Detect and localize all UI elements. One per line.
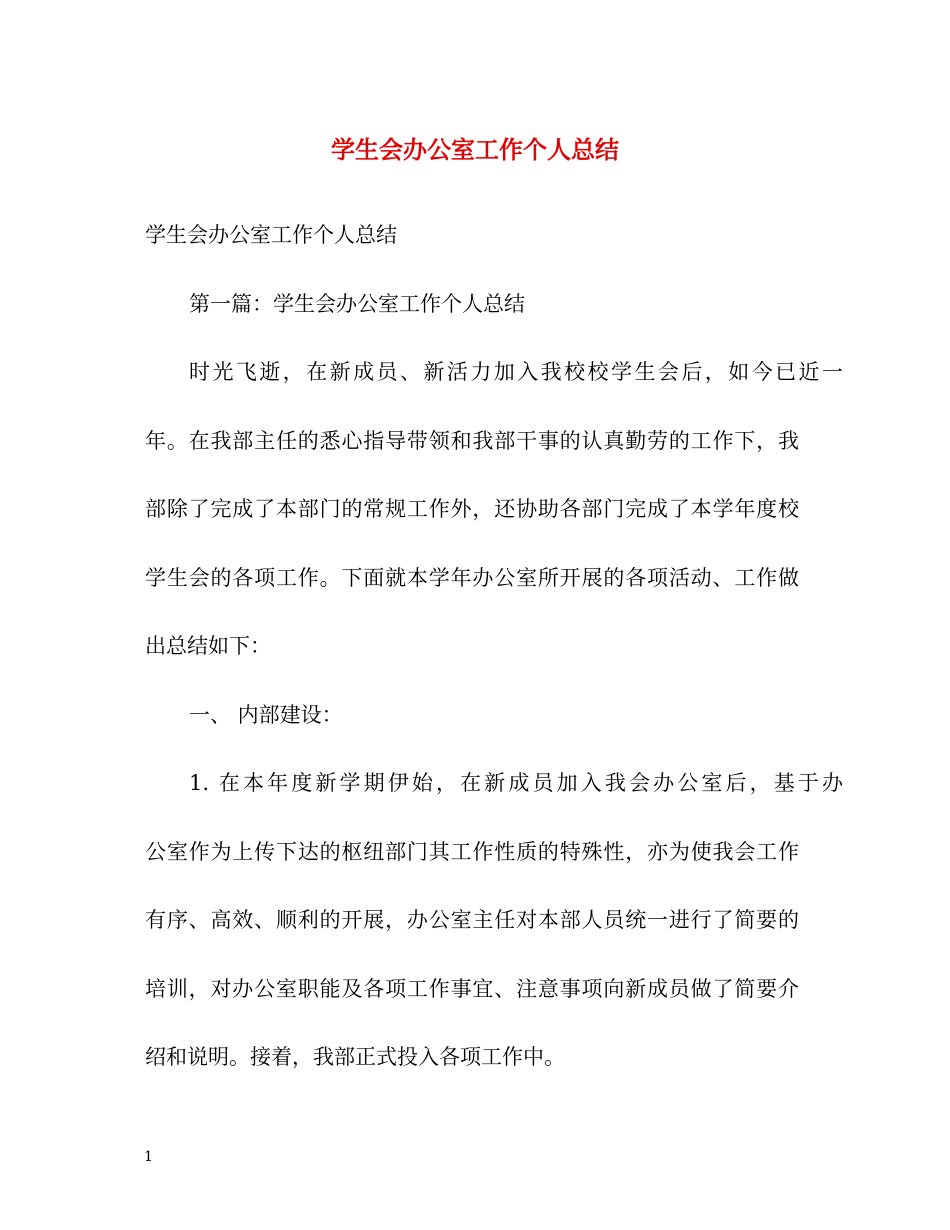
section-heading: 第一篇：学生会办公室工作个人总结 <box>189 291 525 316</box>
paragraph-line: 时光飞逝，在新成员、新活力加入我校校学生会后，如今已近一 <box>189 360 843 384</box>
paragraph-line: 年。在我部主任的悉心指导带领和我部干事的认真勤劳的工作下，我 <box>145 428 799 453</box>
paragraph-line: 学生会的各项工作。下面就本学年办公室所开展的各项活动、工作做 <box>145 565 799 590</box>
paragraph-line: 部除了完成了本部门的常规工作外，还协助各部门完成了本学年度校 <box>145 497 799 521</box>
page-number: 1 <box>144 1149 153 1165</box>
document-title: 学生会办公室工作个人总结 <box>331 135 619 164</box>
document-body <box>145 213 843 1104</box>
paragraph-line: 公室作为上传下达的枢纽部门其工作性质的特殊性，亦为使我会工作 <box>145 839 799 864</box>
paragraph-line: 1. 在本年度新学期伊始，在新成员加入我会办公室后，基于办 <box>189 771 843 795</box>
paragraph-line: 有序、高效、顺利的开展，办公室主任对本部人员统一进行了简要的 <box>145 908 799 932</box>
heading-line: 学生会办公室工作个人总结 <box>145 223 397 247</box>
paragraph-line: 绍和说明。接着，我部正式投入各项工作中。 <box>145 1045 565 1069</box>
paragraph-line: 培训，对办公室职能及各项工作事宜、注意事项向新成员做了简要介 <box>145 976 799 1001</box>
subsection-heading: 一、 内部建设： <box>189 702 343 727</box>
paragraph-line: 出总结如下： <box>145 634 271 658</box>
